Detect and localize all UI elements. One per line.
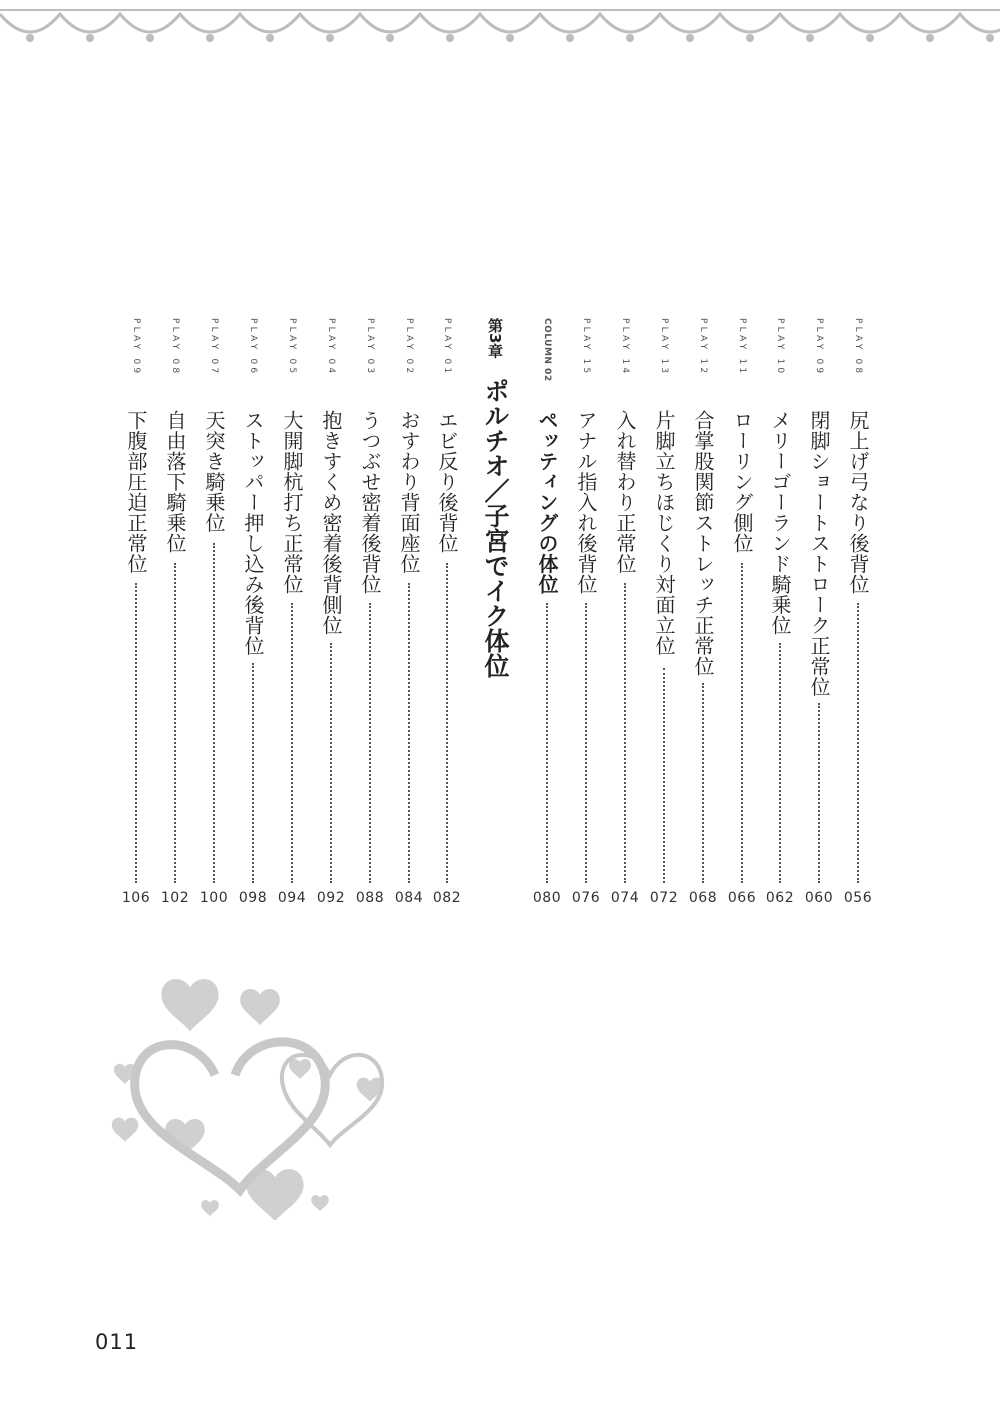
dot-leader	[741, 563, 743, 883]
dot-leader	[446, 563, 448, 883]
entry-title: 合掌股関節ストレッチ正常位	[691, 410, 715, 677]
play-label: PLAY 03	[365, 318, 375, 377]
dot-leader	[818, 703, 820, 883]
entry-title: 閉脚ショートストローク正常位	[807, 410, 831, 697]
chapter-title: ポルチオ／子宮でイク体位	[481, 378, 510, 678]
entry-page: 098	[238, 890, 268, 906]
entry-page: 100	[199, 890, 229, 906]
dot-leader	[408, 583, 410, 883]
entry-page: 076	[571, 890, 601, 906]
toc-entry[interactable]	[804, 318, 834, 918]
entry-page: 066	[727, 890, 757, 906]
entry-page: 102	[160, 890, 190, 906]
play-label: PLAY 09	[131, 318, 141, 377]
dot-leader	[663, 668, 665, 883]
play-label: PLAY 12	[698, 318, 708, 377]
play-label: PLAY 13	[659, 318, 669, 377]
play-label: PLAY 06	[248, 318, 258, 377]
entry-title: おすわり背面座位	[397, 410, 421, 574]
entry-page: 068	[688, 890, 718, 906]
entry-page: 074	[610, 890, 640, 906]
toc-entry[interactable]	[432, 318, 462, 918]
entry-title: 大開脚杭打ち正常位	[280, 410, 304, 595]
dot-leader	[213, 543, 215, 883]
entry-title: 尻上げ弓なり後背位	[846, 410, 870, 595]
toc-entry[interactable]	[610, 318, 640, 918]
entry-title: 抱きすくめ密着後背側位	[319, 410, 343, 636]
entry-title: アナル指入れ後背位	[574, 410, 598, 595]
play-label: PLAY 07	[209, 318, 219, 377]
entry-title: うつぶせ密着後背位	[358, 410, 382, 595]
dot-leader	[857, 603, 859, 883]
dot-leader	[291, 603, 293, 883]
entry-page: 080	[532, 890, 562, 906]
toc-entry[interactable]	[649, 318, 679, 918]
entry-page: 094	[277, 890, 307, 906]
page-number: 011	[95, 1330, 139, 1354]
entry-title: ローリング側位	[730, 410, 754, 554]
entry-page: 056	[843, 890, 873, 906]
column-label: COLUMN 02	[542, 318, 552, 382]
entry-page: 072	[649, 890, 679, 906]
dot-leader	[702, 683, 704, 883]
entry-title: 片脚立ちほじくり対面立位	[652, 410, 676, 656]
play-label: PLAY 02	[404, 318, 414, 377]
dot-leader	[135, 583, 137, 883]
toc-entry[interactable]	[238, 318, 268, 918]
entry-page: 084	[394, 890, 424, 906]
toc-entry[interactable]	[765, 318, 795, 918]
toc-entry[interactable]	[571, 318, 601, 918]
dot-leader	[330, 643, 332, 883]
dot-leader	[624, 583, 626, 883]
play-label: PLAY 14	[620, 318, 630, 377]
play-label: PLAY 15	[581, 318, 591, 377]
entry-page: 060	[804, 890, 834, 906]
toc-entry[interactable]	[394, 318, 424, 918]
play-label: PLAY 04	[326, 318, 336, 377]
entry-page: 092	[316, 890, 346, 906]
toc-entry[interactable]	[727, 318, 757, 918]
entry-title: 入れ替わり正常位	[613, 410, 637, 574]
toc-entry[interactable]	[843, 318, 873, 918]
entry-page: 088	[355, 890, 385, 906]
toc-entry[interactable]	[199, 318, 229, 918]
play-label: PLAY 05	[287, 318, 297, 377]
toc-entry[interactable]	[277, 318, 307, 918]
entry-title: ペッティングの体位	[535, 410, 559, 595]
play-label: PLAY 09	[814, 318, 824, 377]
dot-leader	[174, 563, 176, 883]
toc-entry[interactable]	[688, 318, 718, 918]
entry-title: 天突き騎乗位	[202, 410, 226, 533]
entry-title: メリーゴーランド騎乗位	[768, 410, 792, 636]
toc-entry[interactable]	[355, 318, 385, 918]
dot-leader	[779, 643, 781, 883]
toc-entry[interactable]	[316, 318, 346, 918]
entry-title: ストッパー押し込み後背位	[241, 410, 265, 656]
entry-page: 062	[765, 890, 795, 906]
dot-leader	[369, 603, 371, 883]
dot-leader	[546, 603, 548, 883]
entry-title: 下腹部圧迫正常位	[124, 410, 148, 574]
entry-title: エビ反り後背位	[435, 410, 459, 554]
play-label: PLAY 10	[775, 318, 785, 377]
toc-entry[interactable]	[121, 318, 151, 918]
entry-page: 082	[432, 890, 462, 906]
heart-decoration	[100, 960, 400, 1220]
dot-leader	[252, 663, 254, 883]
play-label: PLAY 11	[737, 318, 747, 377]
dot-leader	[585, 603, 587, 883]
chapter-label: 第3章	[486, 318, 504, 359]
entry-page: 106	[121, 890, 151, 906]
toc-entry[interactable]	[532, 318, 562, 918]
play-label: PLAY 08	[853, 318, 863, 377]
play-label: PLAY 01	[442, 318, 452, 377]
toc-entry[interactable]	[160, 318, 190, 918]
entry-title: 自由落下騎乗位	[163, 410, 187, 554]
play-label: PLAY 08	[170, 318, 180, 377]
